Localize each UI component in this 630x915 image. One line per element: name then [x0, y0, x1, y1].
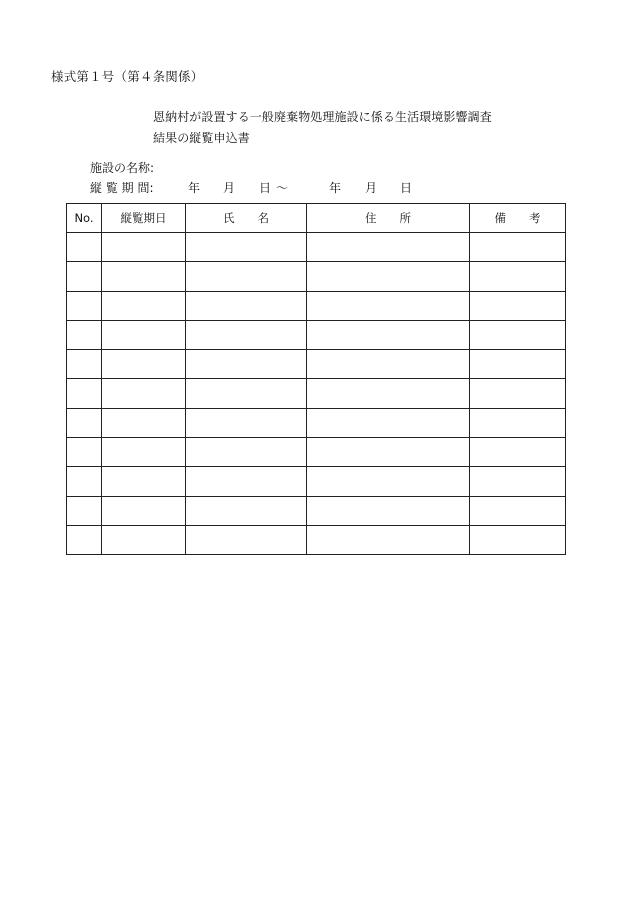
cell-number [67, 525, 102, 554]
cell-name [186, 350, 307, 379]
cell-name [186, 233, 307, 262]
cell-remarks [470, 291, 566, 320]
cell-name [186, 291, 307, 320]
cell-viewing-date [102, 438, 186, 467]
cell-viewing-date [102, 496, 186, 525]
cell-remarks [470, 320, 566, 349]
table-row [67, 262, 566, 291]
cell-address [307, 496, 470, 525]
cell-address [307, 233, 470, 262]
cell-viewing-date [102, 320, 186, 349]
document-title-line1: 恩納村が設置する一般廃棄物処理施設に係る生活環境影響調査 [153, 110, 492, 124]
table-row [67, 525, 566, 554]
cell-remarks [470, 262, 566, 291]
cell-remarks [470, 233, 566, 262]
cell-address [307, 379, 470, 408]
viewing-log-table [66, 203, 566, 555]
cell-viewing-date [102, 408, 186, 437]
table-row [67, 350, 566, 379]
period-end-year: 年 [329, 181, 342, 195]
cell-number [67, 320, 102, 349]
period-end-month: 月 [365, 181, 378, 195]
table-row [67, 467, 566, 496]
header-address: 住 所 [307, 204, 470, 233]
cell-remarks [470, 525, 566, 554]
table-row [67, 379, 566, 408]
cell-name [186, 467, 307, 496]
cell-name [186, 438, 307, 467]
period-start-day: 日 [259, 181, 272, 195]
form-number: 様式第１号（第４条関係） [51, 70, 204, 84]
table-row [67, 320, 566, 349]
table-row [67, 496, 566, 525]
cell-number [67, 496, 102, 525]
cell-viewing-date [102, 233, 186, 262]
cell-remarks [470, 467, 566, 496]
cell-number [67, 379, 102, 408]
cell-address [307, 350, 470, 379]
facility-name-label: 施設の名称: [90, 161, 155, 175]
cell-address [307, 291, 470, 320]
document-title-line2: 結果の縦覧申込書 [153, 131, 250, 145]
cell-address [307, 408, 470, 437]
cell-address [307, 438, 470, 467]
cell-remarks [470, 438, 566, 467]
table-row [67, 233, 566, 262]
cell-address [307, 467, 470, 496]
cell-number [67, 408, 102, 437]
cell-remarks [470, 408, 566, 437]
cell-number [67, 291, 102, 320]
table-row [67, 291, 566, 320]
period-end-day: 日 [400, 181, 413, 195]
cell-name [186, 525, 307, 554]
cell-address [307, 320, 470, 349]
cell-number [67, 233, 102, 262]
table-header-row [67, 204, 566, 233]
header-remarks: 備 考 [470, 204, 566, 233]
cell-name [186, 379, 307, 408]
cell-number [67, 350, 102, 379]
viewing-period-label: 縦 覧 期 間: [90, 181, 154, 195]
cell-address [307, 262, 470, 291]
header-number: No. [67, 204, 102, 233]
cell-viewing-date [102, 379, 186, 408]
cell-viewing-date [102, 291, 186, 320]
period-start-month: 月 [223, 181, 236, 195]
cell-number [67, 262, 102, 291]
cell-remarks [470, 379, 566, 408]
cell-viewing-date [102, 350, 186, 379]
period-separator: 〜 [276, 181, 289, 195]
cell-number [67, 467, 102, 496]
cell-remarks [470, 350, 566, 379]
header-viewing-date: 縦覧期日 [102, 204, 186, 233]
cell-name [186, 408, 307, 437]
cell-name [186, 320, 307, 349]
cell-number [67, 438, 102, 467]
header-name: 氏 名 [186, 204, 307, 233]
cell-name [186, 496, 307, 525]
cell-remarks [470, 496, 566, 525]
table-row [67, 438, 566, 467]
cell-viewing-date [102, 262, 186, 291]
table-body [67, 233, 566, 555]
cell-viewing-date [102, 467, 186, 496]
cell-viewing-date [102, 525, 186, 554]
table-row [67, 408, 566, 437]
period-start-year: 年 [188, 181, 201, 195]
cell-address [307, 525, 470, 554]
cell-name [186, 262, 307, 291]
